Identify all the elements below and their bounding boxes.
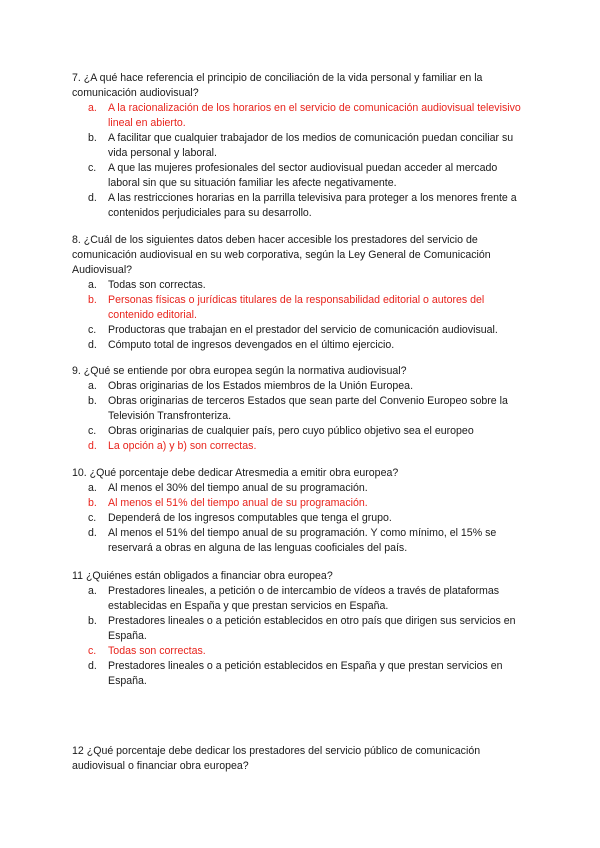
option-text: Prestadores lineales o a petición establecidos en otro país que dirigen sus servicios en España. [108,615,516,642]
option-letter: d. [88,192,97,204]
question-text: 11 ¿Quiénes están obligados a financiar obra europea? [72,570,333,582]
option-text: Todas son correctas. [108,279,206,291]
question-9 [72,364,528,454]
option-d [72,659,528,689]
option-text: La opción a) y b) son correctas. [108,440,257,452]
option-d [72,191,528,221]
option-c [72,424,528,439]
question-11 [72,569,528,689]
option-text: Al menos el 51% del tiempo anual de su programación. Y como mínimo, el 15% se reservará a obras en alguna de las lenguas cooficiales del país. [108,527,497,554]
option-d [72,526,528,556]
option-c [72,644,528,659]
option-b [72,394,528,424]
option-text: Cómputo total de ingresos devengados en el último ejercicio. [108,339,395,351]
option-text: Personas físicas o jurídicas titulares de la responsabilidad editorial o autores del contenido editorial. [108,294,485,321]
option-letter: c. [88,162,97,174]
question-text: 12 ¿Qué porcentaje debe dedicar los prestadores del servicio público de comunicación audiovisual o financiar obra europea? [72,745,481,772]
question-text: 8. ¿Cuál de los siguientes datos deben hacer accesible los prestadores del servicio de comunicación audiovisual en su web corporativa, según la Ley General de Comunicación Audiovisual? [72,234,491,276]
options-list [72,481,528,556]
option-letter: c. [88,324,97,336]
option-b [72,293,528,323]
question-12 [72,744,528,774]
option-letter: a. [88,482,97,494]
options-list [72,101,528,221]
option-text: Prestadores lineales o a petición establecidos en España y que prestan servicios en España. [108,660,503,687]
option-b [72,496,528,511]
option-text: Prestadores lineales, a petición o de intercambio de vídeos a través de plataformas establecidas en España y que prestan servicios en España. [108,585,500,612]
option-text: Obras originarias de los Estados miembros de la Unión Europea. [108,380,414,392]
question-text: 10. ¿Qué porcentaje debe dedicar Atresmedia a emitir obra europea? [72,467,399,479]
option-letter: c. [88,645,97,657]
option-a [72,278,528,293]
option-letter: d. [88,660,97,672]
options-list [72,278,528,353]
option-text: Dependerá de los ingresos computables que tenga el grupo. [108,512,392,524]
option-text: Productoras que trabajan en el prestador del servicio de comunicación audiovisual. [108,324,498,336]
option-d [72,439,528,454]
option-text: Obras originarias de terceros Estados que sean parte del Convenio Europeo sobre la Televisión Transfronteriza. [108,395,508,422]
option-letter: c. [88,425,97,437]
option-a [72,481,528,496]
option-letter: b. [88,294,97,306]
option-letter: a. [88,279,97,291]
option-b [72,131,528,161]
option-text: A que las mujeres profesionales del sector audiovisual puedan acceder al mercado laboral sin que su situación familiar les afecte negativamente. [108,162,498,189]
option-a [72,379,528,394]
option-c [72,161,528,191]
question-8 [72,233,528,353]
option-c [72,323,528,338]
option-c [72,511,528,526]
option-letter: d. [88,339,97,351]
question-10 [72,466,528,556]
option-letter: b. [88,132,97,144]
option-text: A la racionalización de los horarios en el servicio de comunicación audiovisual televisivo lineal en abierto. [108,102,521,129]
option-d [72,338,528,353]
option-text: A facilitar que cualquier trabajador de los medios de comunicación puedan conciliar su vida personal y laboral. [108,132,514,159]
options-list [72,584,528,689]
option-text: Al menos el 30% del tiempo anual de su programación. [108,482,368,494]
option-letter: a. [88,102,97,114]
option-b [72,614,528,644]
option-text: Al menos el 51% del tiempo anual de su programación. [108,497,368,509]
option-a [72,584,528,614]
option-letter: d. [88,440,97,452]
options-list [72,379,528,454]
option-letter: b. [88,497,97,509]
option-a [72,101,528,131]
question-text: 7. ¿A qué hace referencia el principio de conciliación de la vida personal y familiar en la comunicación audiovisual? [72,72,483,99]
option-letter: a. [88,585,97,597]
option-letter: b. [88,395,97,407]
option-text: Todas son correctas. [108,645,206,657]
question-7 [72,71,528,221]
option-text: A las restricciones horarias en la parrilla televisiva para proteger a los menores frente a contenidos perjudiciales para su desarrollo. [108,192,517,219]
option-text: Obras originarias de cualquier país, pero cuyo público objetivo sea el europeo [108,425,474,437]
option-letter: d. [88,527,97,539]
option-letter: c. [88,512,97,524]
option-letter: a. [88,380,97,392]
option-letter: b. [88,615,97,627]
question-text: 9. ¿Qué se entiende por obra europea según la normativa audiovisual? [72,365,407,377]
